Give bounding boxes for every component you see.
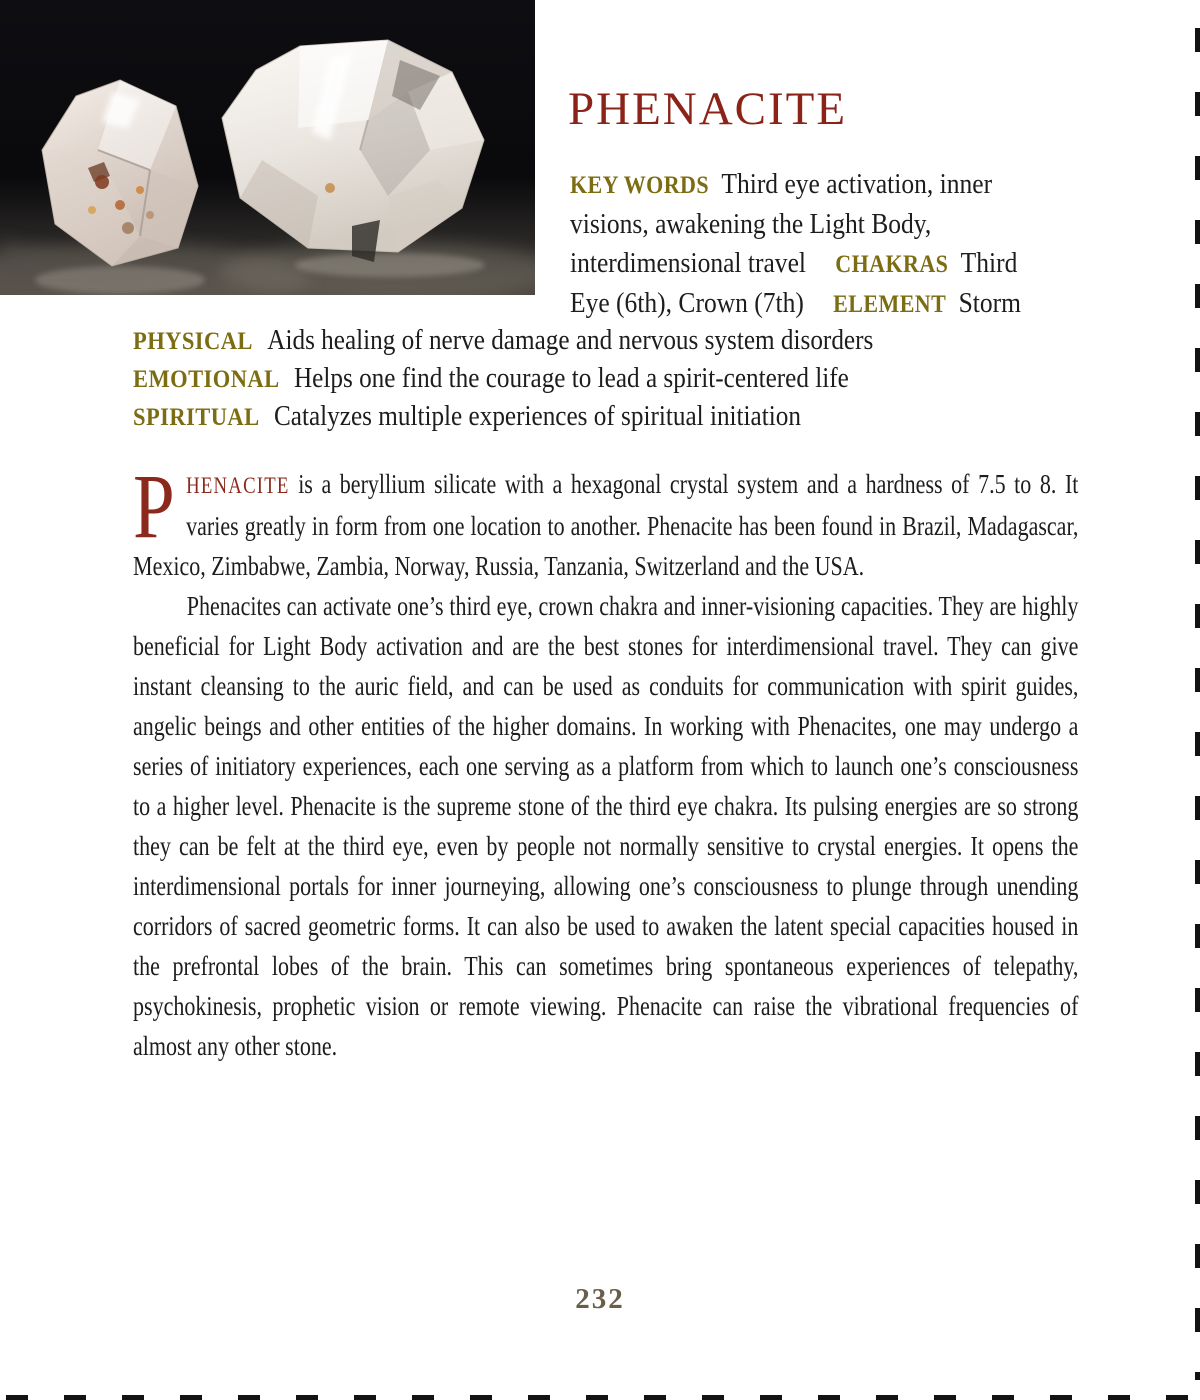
page-edge-marks-bottom bbox=[6, 1395, 1196, 1400]
attribute-text: Aids healing of nerve damage and nervous system disorders bbox=[267, 325, 874, 356]
body-text bbox=[133, 455, 1079, 1066]
attribute-label: PHYSICAL bbox=[133, 328, 253, 355]
body-paragraph-2: Phenacites can activate one’s third eye, crown chakra and inner-visioning capacities. They are highly beneficial for Light Body activation and are the best stones for interdimensional travel. They can give instant cleansing to the auric field, and can be used as conduits for communication with spirit guides, angelic beings and other entities of the higher domains. In working with Phenacites, one may undergo a series of initiatory experiences, each one serving as a platform from which to launch one’s consciousness to a higher level. Phenacite is the supreme stone of the third eye chakra. Its pulsing energies are so strong they can be felt at the third eye, even by people not normally sensitive to crystal energies. It opens the interdimensional portals for inner journeying, allowing one’s consciousness to plunge through unending corridors of sacred geometric forms. It can also be used to awaken the latent special capacities housed in the prefrontal lobes of the brain. This can sometimes bring spontaneous experiences of telepathy, psychokinesis, prophetic vision or remote viewing. Phenacite can raise the vibrational frequencies of almost any other stone. bbox=[133, 591, 1079, 1061]
keywords-label: KEY WORDS bbox=[570, 172, 710, 199]
attribute-label: SPIRITUAL bbox=[133, 404, 260, 431]
chakras-text: Third Eye (6th), Crown (7th) bbox=[570, 247, 1018, 319]
attribute-label: EMOTIONAL bbox=[133, 366, 280, 393]
attribute-text: Helps one find the courage to lead a spirit-centered life bbox=[293, 363, 849, 394]
chakras-label: CHAKRAS bbox=[835, 251, 949, 278]
page-number: 232 bbox=[575, 1283, 625, 1315]
attribute-row-physical bbox=[133, 322, 1087, 360]
page-title: PHENACITE bbox=[568, 83, 848, 135]
element-label: ELEMENT bbox=[833, 291, 947, 318]
element-text: Storm bbox=[958, 287, 1021, 319]
attribute-row-spiritual bbox=[133, 398, 1087, 436]
attribute-row-emotional bbox=[133, 360, 1087, 398]
paragraph-lead: HENACITE bbox=[186, 473, 290, 498]
drop-cap: P bbox=[133, 455, 175, 557]
page-edge-marks-right bbox=[1195, 28, 1200, 1380]
body-paragraph-1 bbox=[133, 455, 1079, 586]
phenacite-photo bbox=[0, 0, 535, 295]
keywords-text: Third eye activation, inner visions, awakening the Light Body, interdimensional travel bbox=[570, 168, 993, 279]
attribute-text: Catalyzes multiple experiences of spiritual initiation bbox=[273, 401, 801, 432]
attributes-list bbox=[133, 322, 1087, 436]
info-block bbox=[570, 165, 1063, 324]
paragraph-text: is a beryllium silicate with a hexagonal crystal system and a hardness of 7.5 to 8. It varies greatly in form from one location to another. Phenacite has been found in Brazil, Madagascar, Mexico, Zimbabwe, Zambia, Norway, Russia, Tanzania, Switzerland and the USA. bbox=[133, 469, 1079, 581]
